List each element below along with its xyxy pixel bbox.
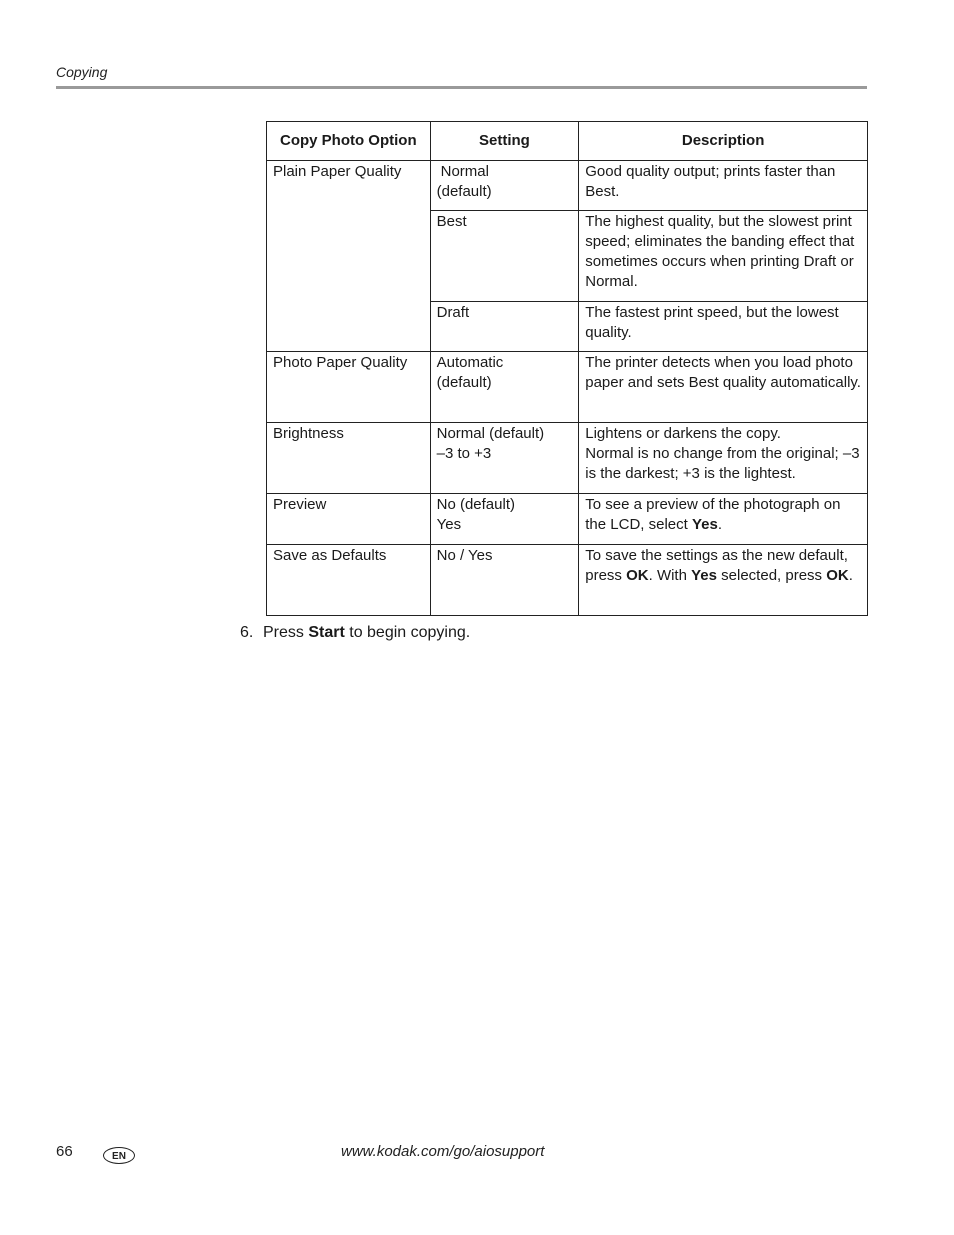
copy-photo-options-table: [266, 121, 868, 616]
description-text: To see a preview of the photograph on the LCD, select: [585, 496, 841, 533]
table-row: [267, 352, 868, 423]
table-row: [267, 545, 868, 616]
instruction-step: [240, 624, 470, 642]
step-text: to begin copying.: [344, 624, 471, 641]
setting-line: Yes: [436, 516, 462, 533]
header-divider: [56, 86, 867, 89]
description-text: .: [717, 516, 723, 533]
description-normal: Good quality output; prints faster than Best.: [579, 161, 868, 211]
setting-best: Best: [430, 211, 579, 302]
step-number: 6.: [240, 624, 254, 641]
description-best: The highest quality, but the slowest print speed; eliminates the banding effect that sometimes occurs when printing Draft or Normal.: [579, 211, 868, 302]
description-emphasis: OK: [826, 567, 849, 584]
description-line: Lightens or darkens the copy.: [585, 425, 781, 442]
setting-preview: [430, 494, 579, 545]
setting-line: Normal (default): [436, 425, 545, 442]
column-header-setting: Setting: [430, 122, 579, 161]
setting-line: Normal: [440, 163, 489, 180]
column-header-description: Description: [579, 122, 868, 161]
description-draft: The fastest print speed, but the lowest quality.: [579, 302, 868, 352]
description-save-as-defaults: [579, 545, 868, 616]
description-line: Normal is no change from the original; –3 is the darkest; +3 is the lightest.: [585, 445, 860, 482]
setting-line: Automatic: [436, 354, 504, 371]
description-emphasis: OK: [626, 567, 649, 584]
language-badge: EN: [103, 1147, 135, 1164]
description-text: . With: [648, 567, 692, 584]
page-number: 66: [56, 1143, 73, 1160]
option-brightness: Brightness: [267, 423, 431, 494]
setting-normal-default: [430, 161, 579, 211]
description-brightness: [579, 423, 868, 494]
table-row: [267, 494, 868, 545]
setting-automatic-default: [430, 352, 579, 423]
description-photo-paper-quality: The printer detects when you load photo paper and sets Best quality automatically.: [579, 352, 868, 423]
option-preview: Preview: [267, 494, 431, 545]
support-url: www.kodak.com/go/aiosupport: [341, 1143, 545, 1160]
option-plain-paper-quality: Plain Paper Quality: [267, 161, 431, 352]
description-preview: [579, 494, 868, 545]
table-header-row: [267, 122, 868, 161]
description-text: selected, press: [717, 567, 827, 584]
description-emphasis: Yes: [691, 516, 718, 533]
setting-line: (default): [436, 374, 492, 391]
setting-line: –3 to +3: [436, 445, 492, 462]
option-photo-paper-quality: Photo Paper Quality: [267, 352, 431, 423]
setting-line: No (default): [436, 496, 515, 513]
setting-brightness: [430, 423, 579, 494]
section-header: Copying: [56, 64, 108, 80]
table-row: [267, 423, 868, 494]
setting-save-as-defaults: No / Yes: [430, 545, 579, 616]
column-header-option: Copy Photo Option: [267, 122, 431, 161]
description-text: .: [848, 567, 853, 584]
option-save-as-defaults: Save as Defaults: [267, 545, 431, 616]
step-emphasis: Start: [308, 624, 345, 641]
table-row: [267, 161, 868, 211]
setting-line: (default): [436, 183, 492, 200]
setting-draft: Draft: [430, 302, 579, 352]
step-text: Press: [263, 624, 309, 641]
description-text: To save the settings as the new default, press: [585, 547, 848, 584]
description-emphasis: Yes: [691, 567, 717, 584]
